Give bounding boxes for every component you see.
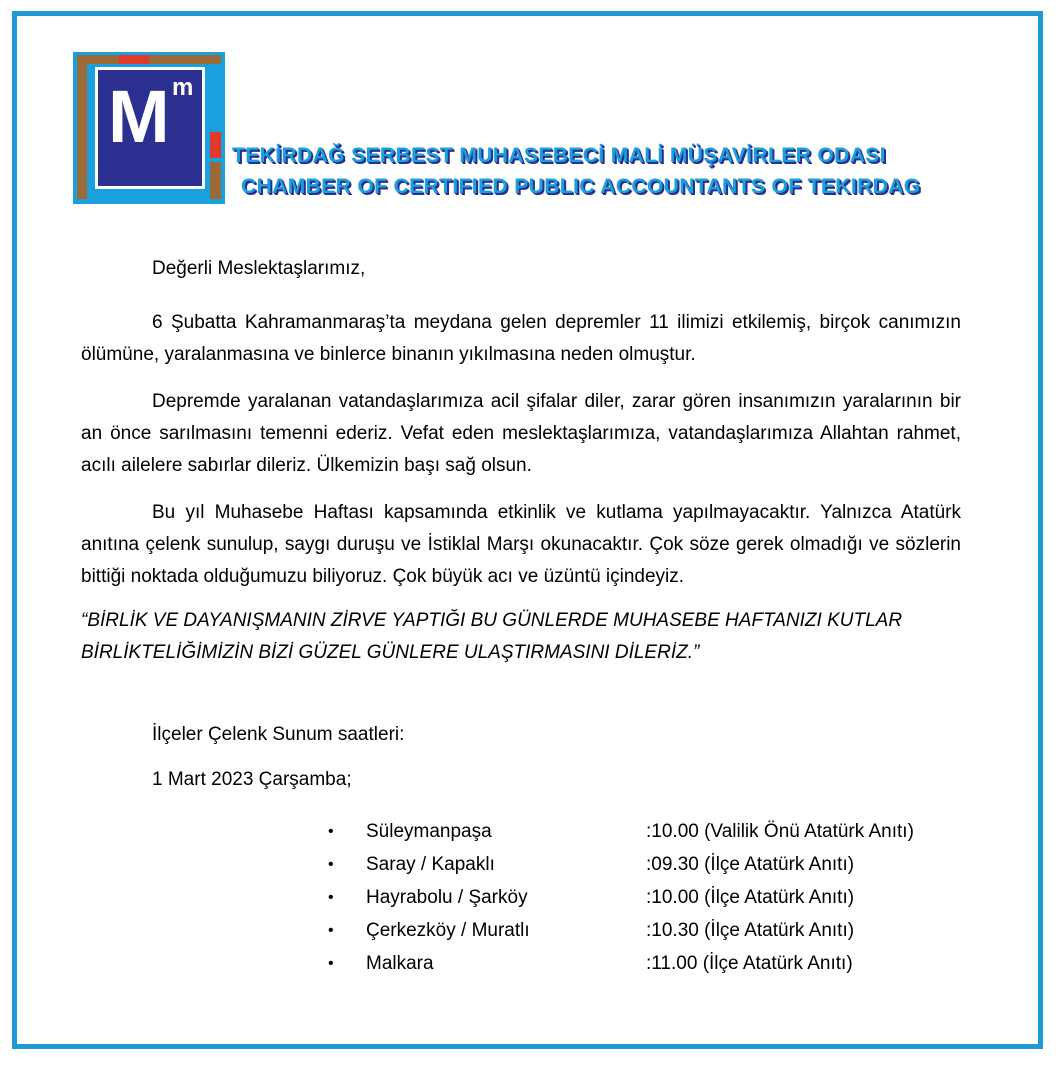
schedule-title: İlçeler Çelenk Sunum saatleri: <box>152 724 405 745</box>
bullet-icon: • <box>328 922 334 939</box>
bullet-icon: • <box>328 889 334 906</box>
paragraph-2-container <box>81 386 961 482</box>
paragraph-1-container <box>81 307 961 371</box>
district-name: Malkara <box>366 953 434 974</box>
organization-logo <box>73 52 225 204</box>
logo-superscript: m <box>172 74 194 101</box>
bullet-icon: • <box>328 955 334 972</box>
district-name: Çerkezköy / Muratlı <box>366 920 530 941</box>
ceremony-date: 1 Mart 2023 Çarşamba; <box>152 769 352 790</box>
quote-line-2: BİRLİKTELİĞİMİZİN BİZİ GÜZEL GÜNLERE ULAŞTIRMASINI DİLERİZ.” <box>81 642 700 663</box>
letter-greeting: Değerli Meslektaşlarımız, <box>152 258 366 279</box>
ceremony-time: :10.00 (İlçe Atatürk Anıtı) <box>646 887 855 908</box>
logo-inner-square <box>95 67 205 189</box>
bullet-icon: • <box>328 823 334 840</box>
paragraph-3: Bu yıl Muhasebe Haftası kapsamında etkinlik ve kutlama yapılmayacaktır. Yalnızca Atatürk anıtına çelenk sunulup, saygı duruşu ve İstiklal Marşı okunacaktır. Çok söze gerek olmadığı ve sözlerin bittiği noktada olduğumuzu biliyoruz. Çok büyük acı ve üzüntü içindeyiz. <box>81 502 961 587</box>
ceremony-time: :09.30 (İlçe Atatürk Anıtı) <box>646 854 855 875</box>
quote-line-1: “BİRLİK VE DAYANIŞMANIN ZİRVE YAPTIĞI BU GÜNLERDE MUHASEBE HAFTANIZI KUTLAR <box>81 610 903 631</box>
organization-name-turkish: TEKİRDAĞ SERBEST MUHASEBECİ MALİ MÜŞAVİRLER ODASI <box>232 144 886 167</box>
bullet-icon: • <box>328 856 334 873</box>
paragraph-1: 6 Şubatta Kahramanmaraş’ta meydana gelen depremler 11 ilimizi etkilemiş, birçok canımızın ölümüne, yaralanmasına ve binlerce binanın yıkılmasına neden olmuştur. <box>81 312 961 365</box>
ceremony-time: :11.00 (İlçe Atatürk Anıtı) <box>646 953 853 974</box>
district-name: Saray / Kapaklı <box>366 854 495 875</box>
ceremony-time: :10.30 (İlçe Atatürk Anıtı) <box>646 920 855 941</box>
slogan-quote <box>81 605 981 669</box>
paragraph-2: Depremde yaralanan vatandaşlarımıza acil şifalar diler, zarar gören insanımızın yaralarının bir an önce sarılmasını temenni ederiz. Vefat eden meslektaşlarımıza, vatandaşlarımıza Allahtan rahmet, acılı ailelere sabırlar dileriz. Ülkemizin başı sağ olsun. <box>81 391 961 476</box>
district-name: Süleymanpaşa <box>366 821 492 842</box>
organization-name-english: CHAMBER OF CERTIFIED PUBLIC ACCOUNTANTS OF TEKIRDAG <box>241 175 921 198</box>
paragraph-3-container <box>81 497 961 593</box>
ceremony-time: :10.00 (Valilik Önü Atatürk Anıtı) <box>646 821 914 842</box>
district-name: Hayrabolu / Şarköy <box>366 887 528 908</box>
logo-letter: M <box>108 75 170 158</box>
